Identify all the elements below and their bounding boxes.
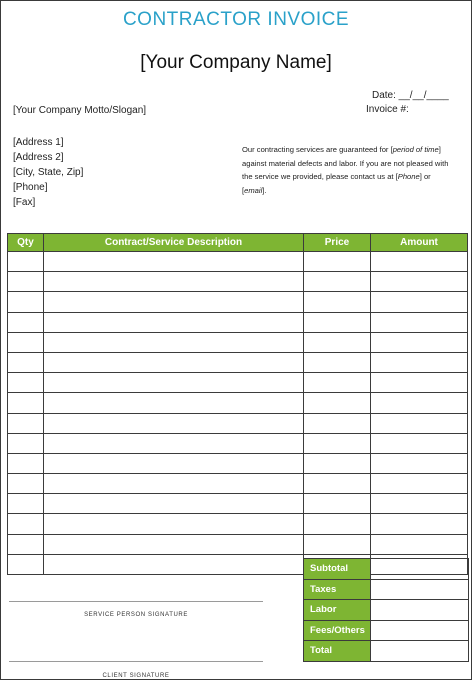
table-row bbox=[8, 312, 468, 332]
description-cell[interactable] bbox=[44, 534, 304, 554]
labor-label: Labor bbox=[304, 600, 371, 621]
description-cell[interactable] bbox=[44, 453, 304, 473]
price-cell[interactable] bbox=[304, 252, 371, 272]
qty-cell[interactable] bbox=[8, 433, 44, 453]
qty-cell[interactable] bbox=[8, 373, 44, 393]
qty-cell[interactable] bbox=[8, 332, 44, 352]
table-row bbox=[8, 292, 468, 312]
guarantee-email: email bbox=[244, 185, 263, 195]
service-signature-line[interactable] bbox=[9, 601, 263, 602]
phone-line[interactable]: [Phone] bbox=[13, 182, 48, 193]
guarantee-text bbox=[242, 143, 457, 197]
total-row bbox=[304, 641, 469, 662]
company-name[interactable]: [Your Company Name] bbox=[140, 52, 332, 73]
price-cell[interactable] bbox=[304, 494, 371, 514]
invoice-number-field[interactable]: Invoice #: bbox=[366, 104, 409, 115]
table-row bbox=[8, 393, 468, 413]
table-row bbox=[8, 252, 468, 272]
amount-cell[interactable] bbox=[371, 352, 468, 372]
subtotal-row bbox=[304, 559, 469, 580]
taxes-value[interactable] bbox=[371, 579, 469, 600]
totals-table bbox=[303, 558, 469, 662]
description-cell[interactable] bbox=[44, 252, 304, 272]
qty-cell[interactable] bbox=[8, 494, 44, 514]
labor-value[interactable] bbox=[371, 600, 469, 621]
amount-cell[interactable] bbox=[371, 252, 468, 272]
qty-cell[interactable] bbox=[8, 534, 44, 554]
qty-cell[interactable] bbox=[8, 272, 44, 292]
price-cell[interactable] bbox=[304, 453, 371, 473]
description-cell[interactable] bbox=[44, 332, 304, 352]
price-cell[interactable] bbox=[304, 352, 371, 372]
taxes-label: Taxes bbox=[304, 579, 371, 600]
city-state-zip[interactable]: [City, State, Zip] bbox=[13, 167, 84, 178]
line-items-table bbox=[7, 233, 468, 575]
description-cell[interactable] bbox=[44, 373, 304, 393]
qty-cell[interactable] bbox=[8, 474, 44, 494]
amount-cell[interactable] bbox=[371, 413, 468, 433]
amount-cell[interactable] bbox=[371, 393, 468, 413]
description-cell[interactable] bbox=[44, 312, 304, 332]
total-label: Total bbox=[304, 641, 371, 662]
price-cell[interactable] bbox=[304, 474, 371, 494]
address-line-2[interactable]: [Address 2] bbox=[13, 152, 64, 163]
table-row bbox=[8, 433, 468, 453]
price-cell[interactable] bbox=[304, 413, 371, 433]
table-row bbox=[8, 474, 468, 494]
description-cell[interactable] bbox=[44, 554, 304, 574]
guarantee-period: period of time bbox=[392, 145, 439, 154]
description-cell[interactable] bbox=[44, 272, 304, 292]
address-block bbox=[13, 135, 83, 210]
guarantee-phone: Phone bbox=[397, 172, 420, 182]
description-cell[interactable] bbox=[44, 514, 304, 534]
table-header-row bbox=[8, 234, 468, 252]
table-row bbox=[8, 413, 468, 433]
subtotal-value[interactable] bbox=[371, 559, 469, 580]
amount-cell[interactable] bbox=[371, 474, 468, 494]
description-cell[interactable] bbox=[44, 393, 304, 413]
company-motto[interactable]: [Your Company Motto/Slogan] bbox=[13, 105, 147, 116]
table-row bbox=[8, 352, 468, 372]
table-row bbox=[8, 514, 468, 534]
guarantee-part-4: ]. bbox=[262, 185, 267, 195]
subtotal-label: Subtotal bbox=[304, 559, 371, 580]
table-row bbox=[8, 534, 468, 554]
amount-cell[interactable] bbox=[371, 332, 468, 352]
qty-cell[interactable] bbox=[8, 252, 44, 272]
description-cell[interactable] bbox=[44, 433, 304, 453]
price-cell[interactable] bbox=[304, 292, 371, 312]
table-row bbox=[8, 494, 468, 514]
line-items-body bbox=[8, 252, 468, 575]
table-row bbox=[8, 453, 468, 473]
price-cell[interactable] bbox=[304, 373, 371, 393]
fees-row bbox=[304, 620, 469, 641]
price-header: Price bbox=[304, 234, 371, 252]
labor-row bbox=[304, 600, 469, 621]
qty-cell[interactable] bbox=[8, 292, 44, 312]
amount-cell[interactable] bbox=[371, 453, 468, 473]
amount-cell[interactable] bbox=[371, 514, 468, 534]
amount-cell[interactable] bbox=[371, 292, 468, 312]
amount-header: Amount bbox=[371, 234, 468, 252]
qty-cell[interactable] bbox=[8, 352, 44, 372]
service-signature-label: SERVICE PERSON SIGNATURE bbox=[84, 612, 188, 618]
amount-cell[interactable] bbox=[371, 494, 468, 514]
guarantee-part-3: ] or [ bbox=[242, 172, 431, 195]
description-cell[interactable] bbox=[44, 494, 304, 514]
taxes-row bbox=[304, 579, 469, 600]
description-header: Contract/Service Description bbox=[44, 234, 304, 252]
amount-cell[interactable] bbox=[371, 373, 468, 393]
price-cell[interactable] bbox=[304, 393, 371, 413]
guarantee-part-1: Our contracting services are guaranteed for [ bbox=[242, 145, 393, 154]
amount-cell[interactable] bbox=[371, 534, 468, 554]
amount-cell[interactable] bbox=[371, 272, 468, 292]
date-field[interactable]: Date: __/__/____ bbox=[372, 90, 449, 101]
description-cell[interactable] bbox=[44, 292, 304, 312]
qty-cell[interactable] bbox=[8, 554, 44, 574]
table-row bbox=[8, 332, 468, 352]
client-signature-line[interactable] bbox=[9, 661, 263, 662]
price-cell[interactable] bbox=[304, 272, 371, 292]
description-cell[interactable] bbox=[44, 474, 304, 494]
price-cell[interactable] bbox=[304, 514, 371, 534]
qty-cell[interactable] bbox=[8, 393, 44, 413]
price-cell[interactable] bbox=[304, 433, 371, 453]
qty-cell[interactable] bbox=[8, 312, 44, 332]
address-line-1[interactable]: [Address 1] bbox=[13, 137, 64, 148]
price-cell[interactable] bbox=[304, 534, 371, 554]
table-row bbox=[8, 373, 468, 393]
qty-cell[interactable] bbox=[8, 413, 44, 433]
fees-label: Fees/Others bbox=[304, 620, 371, 641]
amount-cell[interactable] bbox=[371, 433, 468, 453]
qty-cell[interactable] bbox=[8, 453, 44, 473]
client-signature-label: CLIENT SIGNATURE bbox=[102, 673, 170, 679]
qty-header: Qty bbox=[8, 234, 44, 252]
price-cell[interactable] bbox=[304, 312, 371, 332]
price-cell[interactable] bbox=[304, 332, 371, 352]
guarantee-part-2: ] against material defects and labor. If you are not pleased with the service we provided, please contact us at [ bbox=[242, 145, 449, 182]
table-row bbox=[8, 272, 468, 292]
qty-cell[interactable] bbox=[8, 514, 44, 534]
description-cell[interactable] bbox=[44, 352, 304, 372]
invoice-title: CONTRACTOR INVOICE bbox=[122, 9, 350, 30]
description-cell[interactable] bbox=[44, 413, 304, 433]
amount-cell[interactable] bbox=[371, 312, 468, 332]
fax-line[interactable]: [Fax] bbox=[13, 197, 36, 208]
fees-value[interactable] bbox=[371, 620, 469, 641]
total-value[interactable] bbox=[371, 641, 469, 662]
